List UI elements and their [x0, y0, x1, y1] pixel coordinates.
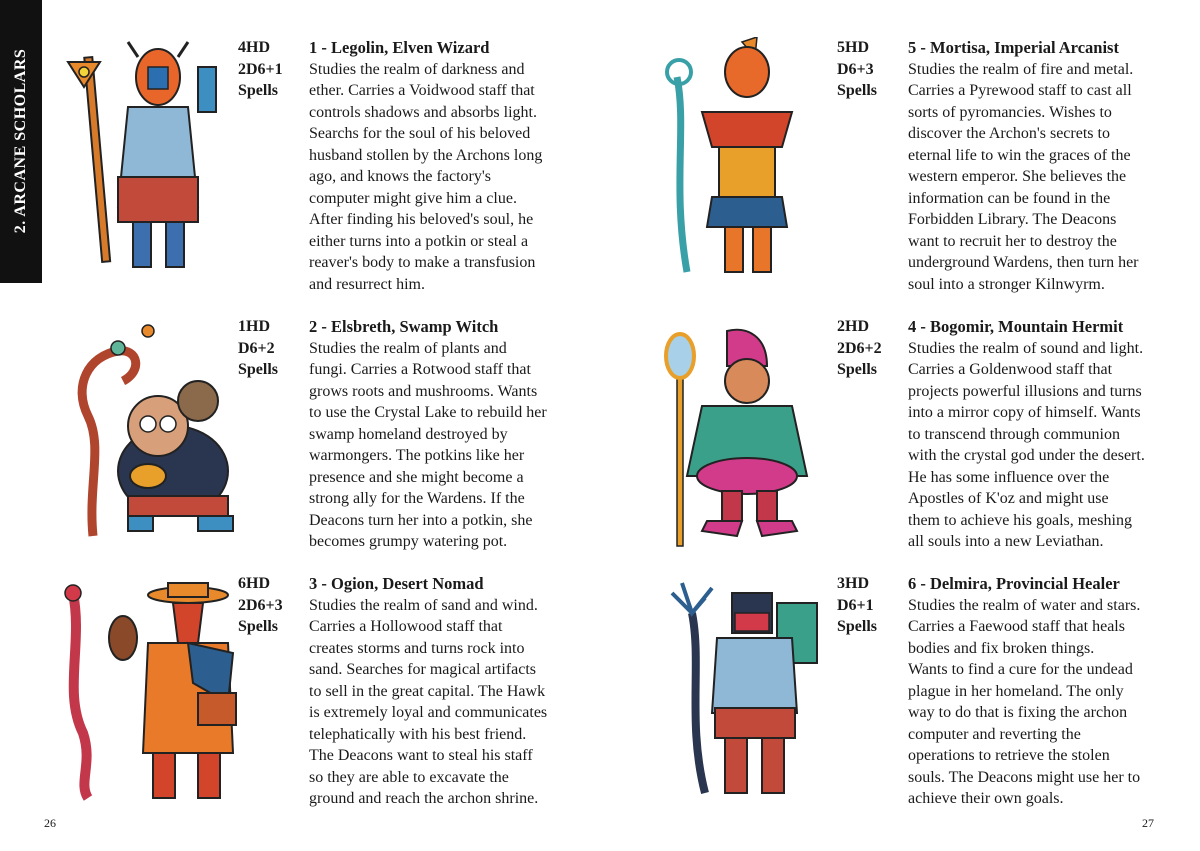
entry-title: 6 - Delmira, Provincial Healer — [908, 574, 1120, 593]
hit-dice: 5HD — [837, 39, 869, 56]
arcanist-illustration — [647, 37, 837, 277]
description-line: husband stollen by the Archons long — [309, 146, 543, 164]
description-line: grows roots and mushrooms. Wants — [309, 382, 538, 400]
description-line: to transcend through communion — [908, 425, 1120, 443]
stat-block — [837, 573, 903, 638]
description-line: computer and reverting the — [908, 725, 1081, 743]
hit-dice: 6HD — [238, 575, 270, 592]
description-line: ago, and knows the factory's — [309, 168, 491, 185]
hermit-illustration — [647, 316, 837, 556]
entry-description — [908, 338, 1200, 553]
witch-illustration — [48, 316, 238, 556]
description-line: ground and reach the archon shrine. — [309, 790, 539, 807]
spells-label: Spells — [238, 618, 279, 635]
description-line: information can be found in the — [908, 189, 1111, 207]
page-number-left: 26 — [44, 816, 56, 830]
description-line: controls shadows and absorbs light. — [309, 103, 537, 121]
description-line: into a mirror copy of himself. Wants — [908, 404, 1141, 421]
description-line: Studies the realm of darkness and — [309, 60, 525, 78]
spells-label: Spells — [238, 82, 279, 99]
damage: D6+3 — [837, 60, 874, 78]
description-line: computer might give him a clue. — [309, 189, 517, 207]
description-line: Apostles of K'oz and might use — [908, 490, 1109, 507]
description-line: sorts of pyromancies. Wishes to — [908, 103, 1112, 121]
description-line: creates storms and turns rock into — [309, 639, 525, 657]
stat-block — [238, 316, 304, 381]
damage: D6+2 — [238, 339, 275, 357]
description-line: After finding his beloved's soul, he — [309, 211, 534, 228]
description-line: He has some influence over the — [908, 468, 1110, 486]
description-line: Deacons turn her into a potkin, she — [309, 511, 533, 529]
description-line: them to achieve his goals, meshing — [908, 511, 1132, 529]
character-entry-legolin — [48, 37, 608, 297]
description-line: telephatically with his best friend. — [309, 725, 527, 743]
damage: D6+1 — [837, 596, 874, 614]
healer-illustration — [647, 573, 837, 813]
description-line: Studies the realm of water and stars. — [908, 596, 1141, 614]
description-line: operations to retrieve the stolen — [908, 747, 1110, 764]
description-line: ether. Carries a Voidwood staff that — [309, 82, 535, 99]
description-line: becomes grumpy watering pot. — [309, 533, 508, 550]
entry-title: 4 - Bogomir, Mountain Hermit — [908, 317, 1124, 336]
description-line: way to do that is fixing the archon — [908, 704, 1128, 721]
description-line: plague in her homeland. The only — [908, 682, 1124, 700]
description-line: Carries a Hollowood staff that — [309, 618, 503, 635]
page-number-right: 27 — [1142, 816, 1154, 830]
entry-description — [309, 59, 605, 296]
description-line: The Deacons want to steal his staff — [309, 747, 533, 764]
entry-description — [309, 338, 605, 553]
description-line: achieve their own goals. — [908, 790, 1064, 807]
description-line: warmongers. The potkins like her — [309, 447, 525, 464]
entry-title: 3 - Ogion, Desert Nomad — [309, 574, 484, 593]
section-tab — [0, 0, 42, 283]
hit-dice: 4HD — [238, 39, 270, 56]
description-line: with the crystal god under the desert. — [908, 447, 1145, 464]
description-line: eternal life to win the graces of the — [908, 146, 1131, 164]
description-line: Wants to find a cure for the undead — [908, 661, 1133, 678]
description-line: strong ally for the Wardens. If the — [309, 490, 525, 507]
description-line: bodies and fix broken things. — [908, 639, 1095, 657]
description-line: western emperor. She believes the — [908, 168, 1127, 185]
description-line: to sell in the great capital. The Hawk — [309, 682, 546, 700]
description-line: and resurrect him. — [309, 275, 425, 293]
character-entry-elsbreth — [48, 316, 608, 576]
stat-block — [238, 37, 304, 102]
entry-title: 2 - Elsbreth, Swamp Witch — [309, 317, 499, 336]
character-entry-mortisa — [647, 37, 1200, 297]
stat-block — [837, 37, 903, 102]
description-line: all souls into a new Leviathan. — [908, 533, 1104, 550]
hit-dice: 1HD — [238, 318, 270, 335]
entry-title: 1 - Legolin, Elven Wizard — [309, 38, 490, 57]
description-line: underground Wardens, then turn her — [908, 254, 1139, 271]
description-line: projects powerful illusions and turns — [908, 382, 1142, 400]
description-line: Carries a Goldenwood staff that — [908, 361, 1113, 378]
entry-description — [908, 595, 1200, 810]
description-line: Carries a Faewood staff that heals — [908, 618, 1125, 635]
section-tab-label: 2. ARCANE SCHOLARS — [12, 48, 29, 234]
stat-block — [238, 573, 304, 638]
description-line: presence and she might become a — [309, 468, 524, 486]
description-line: want to recruit her to destroy the — [908, 232, 1117, 250]
description-line: souls. The Deacons might use her to — [908, 768, 1141, 786]
stat-block — [837, 316, 903, 381]
hit-dice: 3HD — [837, 575, 869, 592]
entry-description — [908, 59, 1200, 296]
description-line: Forbidden Library. The Deacons — [908, 211, 1117, 228]
damage: 2D6+3 — [238, 596, 283, 614]
description-line: sand. Searches for magical artifacts — [309, 661, 537, 678]
hit-dice: 2HD — [837, 318, 869, 335]
character-entry-bogomir — [647, 316, 1200, 576]
description-line: is extremely loyal and communicates — [309, 704, 548, 721]
description-line: Studies the realm of plants and — [309, 339, 507, 357]
spells-label: Spells — [238, 361, 279, 378]
character-entry-ogion — [48, 573, 608, 833]
spells-label: Spells — [837, 82, 878, 99]
description-line: so they are able to excavate the — [309, 768, 509, 786]
description-line: Carries a Pyrewood staff to cast all — [908, 82, 1132, 99]
damage: 2D6+1 — [238, 60, 283, 78]
entry-title: 5 - Mortisa, Imperial Arcanist — [908, 38, 1119, 57]
description-line: fungi. Carries a Rotwood staff that — [309, 361, 531, 378]
wizard-illustration — [48, 37, 238, 277]
spells-label: Spells — [837, 361, 878, 378]
damage: 2D6+2 — [837, 339, 882, 357]
description-line: Studies the realm of sand and wind. — [309, 596, 538, 614]
description-line: swamp homeland destroyed by — [309, 425, 508, 443]
description-line: discover the Archon's secrets to — [908, 125, 1110, 142]
spells-label: Spells — [837, 618, 878, 635]
description-line: to use the Crystal Lake to rebuild her — [309, 404, 547, 421]
description-line: Studies the realm of fire and metal. — [908, 60, 1134, 78]
description-line: either turns into a potkin or steal a — [309, 232, 529, 250]
description-line: Searchs for the soul of his beloved — [309, 125, 531, 142]
entry-description — [309, 595, 605, 810]
description-line: Studies the realm of sound and light. — [908, 339, 1144, 357]
description-line: soul into a stronger Kilnwyrm. — [908, 275, 1105, 293]
nomad-illustration — [48, 573, 238, 813]
character-entry-delmira — [647, 573, 1200, 833]
description-line: reaver's body to make a transfusion — [309, 254, 536, 271]
